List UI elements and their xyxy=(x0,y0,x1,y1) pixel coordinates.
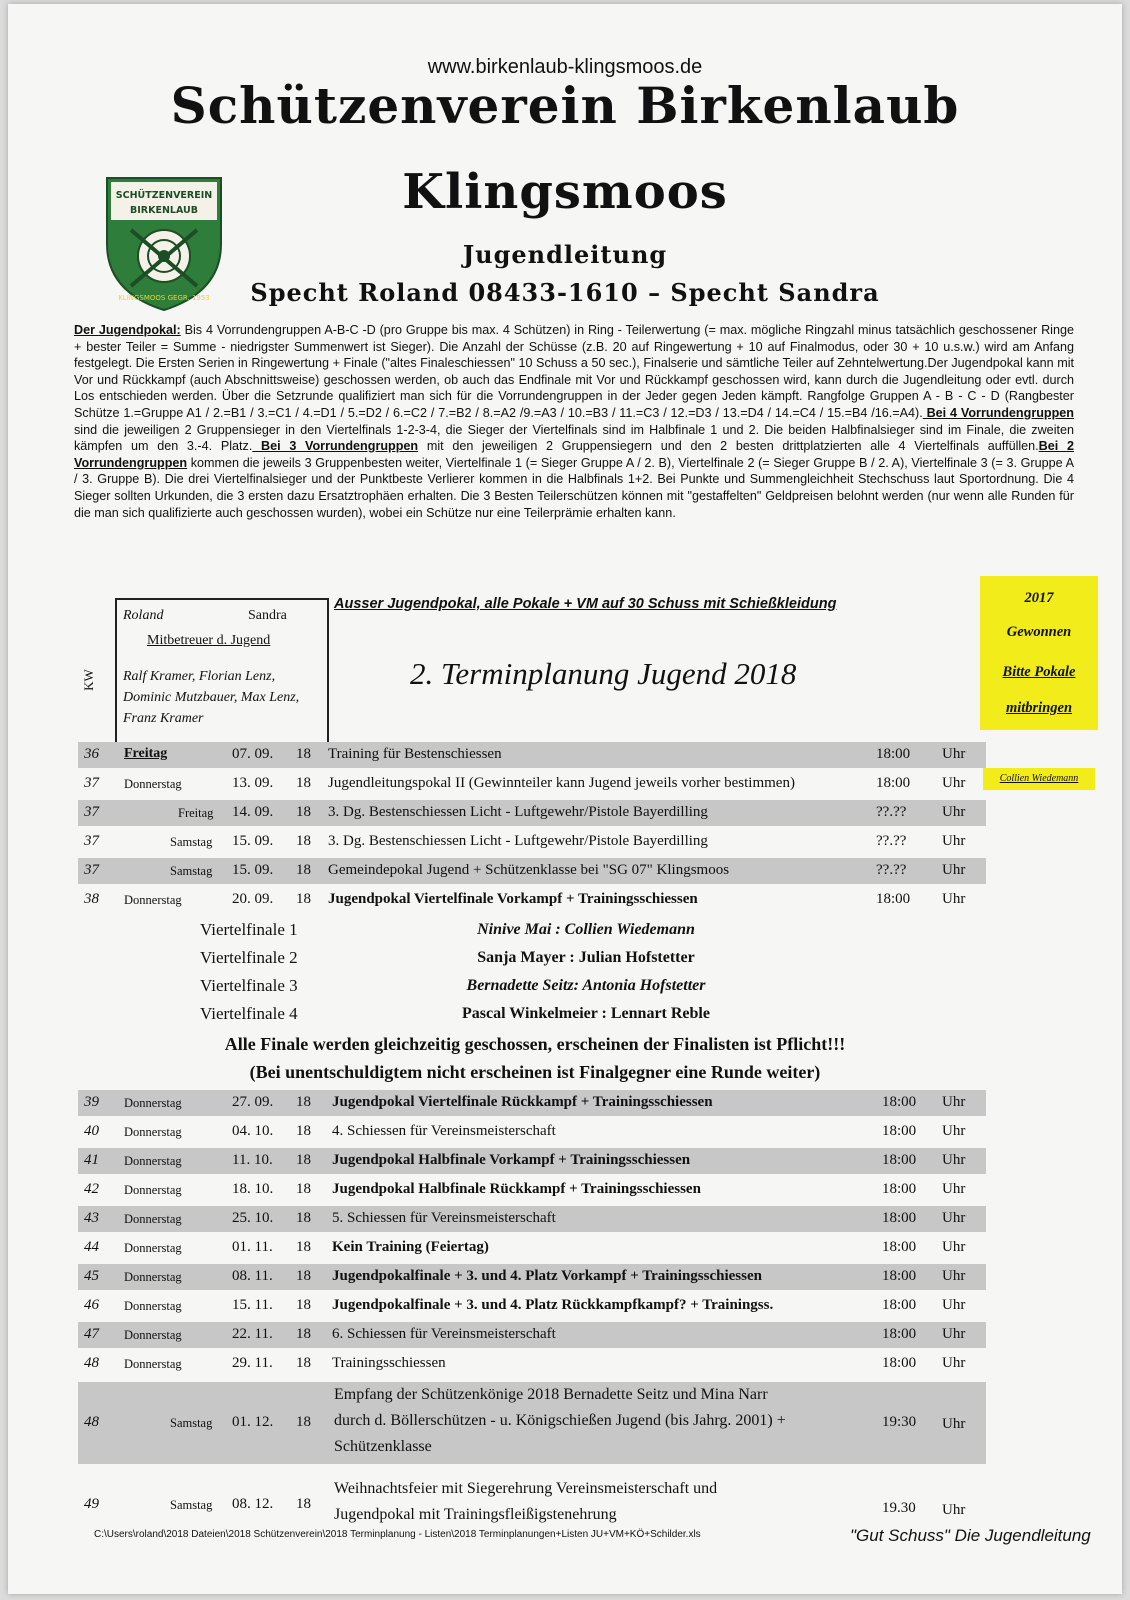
row-time: 18:00 xyxy=(882,1239,917,1255)
table-row xyxy=(78,1264,986,1290)
row-time: 19.30 xyxy=(882,1500,916,1516)
website-url: www.birkenlaub-klingsmoos.de xyxy=(427,56,703,78)
row-time: ??.?? xyxy=(876,862,907,878)
row-uhr: Uhr xyxy=(942,1094,966,1110)
trophy-mitbringen: mitbringen xyxy=(1005,700,1073,716)
intro-u2: Bei 3 Vorrundengruppen xyxy=(252,439,419,454)
row-day: Donnerstag xyxy=(124,1241,182,1255)
row-time: 18:00 xyxy=(882,1355,917,1371)
logo-text-2: BIRKENLAUB xyxy=(130,205,198,216)
row-time: 18:00 xyxy=(876,891,911,907)
row-kw: 40 xyxy=(84,1123,99,1139)
row-year: 18 xyxy=(296,1414,311,1430)
table-row xyxy=(78,742,986,768)
row-event: 5. Schiessen für Vereinsmeisterschaft xyxy=(332,1210,556,1226)
intro-lead: Der Jugendpokal: xyxy=(74,323,181,337)
row-day: Donnerstag xyxy=(124,777,182,791)
row-event: Gemeindepokal Jugend + Schützenklasse bei "SG 07" Klingsmoos xyxy=(328,862,730,878)
row-event-line2: durch d. Böllerschützen - u. Königschießen Jugend (bis Jahrg. 2001) + xyxy=(334,1412,786,1429)
logo-ring-text: KLINGSMOOS GEGR. 1953 xyxy=(118,294,210,302)
intro-p2: sind die jeweiligen 2 Gruppensieger in den Viertelfinals 1-2-3-4, die Sieger der Viertelfinals sind im Halbfinale 1 und 2. Die beiden Halbfinalsieger sind im Finale, die zweiten kämpfen um den 3.-4. Platz. xyxy=(74,422,1074,454)
row-time: 18:00 xyxy=(882,1210,917,1226)
table-row xyxy=(78,1382,986,1464)
trophy-bitte: Bitte Pokale xyxy=(1002,664,1076,680)
row-event: 6. Schiessen für Vereinsmeisterschaft xyxy=(332,1326,556,1342)
table-row xyxy=(78,1293,986,1319)
intro-p1: Bis 4 Vorrundengruppen A-B-C -D (pro Gruppe bis max. 4 Schützen) in Ring - Teilerwertung (= max. mögliche Ringzahl minus tatsächlich geschossener Ringe + bester Teiler = Summe - niedrigster Summenwert ist Sieger). Die Anzahl der Schüsse (z.B. 20 auf Ringewertung + 10 auf Finalmodus, oder 30 + 10 u.s.w.) wird am Anfang festgelegt. Die Ersten Serien in Ringewertung + Finale ("altes Finaleschiessen" 10 Schuss a 50 sec.), Finalserie und sämtliche Teiler auf Zehntelwertung.Der Jugendpokal kann mit Vor und Rückkampf (auch Abschnittsweise) geschossen werden, ob auch das Endfinale mit Vor und Rückkampf geschossen wird, kann durch die Jugendleitung oder evtl. durch Los entschieden werden. Über die Setzrunde qualifiziert man sich für die Vorrundengruppen in der Jeder gegen Jeden kämpft. Rangfolge Gruppen A - B - C - D (Rangbester Schütze 1.=Gruppe A1 / 2.=B1 / 3.=C1 / 4.=D1 / 5.=D2 / 6.=C2 / 7.=B2 / 8.=A2 /9.=A3 / 10.=B3 / 11.=C3 / 12.=D3 / 13.=D4 / 14.=C4 / 15.=B4 /16.=A4). xyxy=(74,323,1074,420)
row-year: 18 xyxy=(296,1268,311,1284)
row-uhr: Uhr xyxy=(942,891,966,907)
row-uhr: Uhr xyxy=(942,862,966,878)
trophy-winner: Collien Wiedemann xyxy=(983,768,1095,790)
row-date: 01. 11. xyxy=(232,1239,273,1255)
signature: "Gut Schuss" Die Jugendleitung xyxy=(850,1526,1091,1545)
trophy-year: 2017 xyxy=(1024,590,1054,606)
row-event: Jugendpokal Viertelfinale Rückkampf + Trainingsschiessen xyxy=(332,1094,713,1110)
row-kw: 37 xyxy=(84,862,99,878)
table-row xyxy=(78,858,986,884)
row-event: 3. Dg. Bestenschiessen Licht - Luftgewehr/Pistole Bayerdilling xyxy=(328,833,708,849)
file-path: C:\Users\roland\2018 Dateien\2018 Schützenverein\2018 Terminplanung - Listen\2018 Terminplanungen+Listen JU+VM+KÖ+Schilder.xls xyxy=(94,1529,701,1540)
row-uhr: Uhr xyxy=(942,1268,966,1284)
row-event-line1: Empfang der Schützenkönige 2018 Bernadette Seitz und Mina Narr xyxy=(334,1386,768,1403)
leader-sandra: Sandra xyxy=(248,608,287,623)
youth-leaders-box xyxy=(115,598,329,744)
row-day: Donnerstag xyxy=(124,1183,182,1197)
row-day: Samstag xyxy=(170,1416,213,1430)
row-date: 20. 09. xyxy=(232,891,274,907)
row-time: 18:00 xyxy=(882,1094,917,1110)
table-row xyxy=(78,1148,986,1174)
row-day: Donnerstag xyxy=(124,1212,182,1226)
row-uhr: Uhr xyxy=(942,1239,966,1255)
table-row xyxy=(78,1177,986,1203)
intro-p3: mit den jeweiligen 2 Gruppensiegern und den 2 besten drittplatzierten alle 4 Viertelfinals auffüllen. xyxy=(418,439,1039,454)
row-uhr: Uhr xyxy=(942,1123,966,1139)
schedule-headline: 2. Terminplanung Jugend 2018 xyxy=(410,656,797,691)
document-page xyxy=(8,4,1122,1594)
row-year: 18 xyxy=(296,891,311,907)
row-kw: 45 xyxy=(84,1268,99,1284)
table-row xyxy=(78,1322,986,1348)
row-year: 18 xyxy=(296,833,311,849)
qf-match: Ninive Mai : Collien Wiedemann xyxy=(477,921,695,938)
row-event-line3: Schützenklasse xyxy=(334,1438,432,1455)
row-time: 18:00 xyxy=(876,746,911,762)
row-year: 18 xyxy=(296,775,311,791)
leader-roland: Roland xyxy=(123,608,164,623)
row-kw: 38 xyxy=(84,891,99,907)
row-kw: 47 xyxy=(84,1326,99,1342)
row-kw: 42 xyxy=(84,1181,99,1197)
row-date: 27. 09. xyxy=(232,1094,274,1110)
row-uhr: Uhr xyxy=(942,833,966,849)
row-kw: 41 xyxy=(84,1152,99,1168)
club-location: Klingsmoos xyxy=(402,164,728,220)
row-uhr: Uhr xyxy=(942,775,966,791)
row-date: 25. 10. xyxy=(232,1210,274,1226)
table-row xyxy=(78,829,986,855)
attendance-notice: Alle Finale werden gleichzeitig geschossen, erscheinen der Finalisten ist Pflicht!!! xyxy=(224,1034,846,1054)
row-event: Kein Training (Feiertag) xyxy=(332,1239,489,1255)
row-year: 18 xyxy=(296,1152,311,1168)
kw-label: KW xyxy=(80,669,96,691)
row-year: 18 xyxy=(296,1297,311,1313)
row-uhr: Uhr xyxy=(942,1326,966,1342)
row-uhr: Uhr xyxy=(942,1152,966,1168)
row-event: Jugendpokal Viertelfinale Vorkampf + Trainingsschiessen xyxy=(328,891,698,907)
row-day: Donnerstag xyxy=(124,1299,182,1313)
row-date: 11. 10. xyxy=(232,1152,273,1168)
row-date: 08. 11. xyxy=(232,1268,273,1284)
table-row xyxy=(78,771,986,797)
row-date: 15. 09. xyxy=(232,833,274,849)
row-year: 18 xyxy=(296,804,311,820)
rules-note: Ausser Jugendpokal, alle Pokale + VM auf 30 Schuss mit Schießkleidung xyxy=(334,596,837,612)
row-event: 3. Dg. Bestenschiessen Licht - Luftgewehr/Pistole Bayerdilling xyxy=(328,804,708,820)
row-year: 18 xyxy=(296,1123,311,1139)
row-day: Samstag xyxy=(170,1498,213,1512)
row-day: Samstag xyxy=(170,835,213,849)
intro-u1: Bei 4 Vorrundengruppen xyxy=(922,405,1074,420)
row-year: 18 xyxy=(296,746,311,762)
row-uhr: Uhr xyxy=(942,1297,966,1313)
row-event-line1: Weihnachtsfeier mit Siegerehrung Vereinsmeisterschaft und xyxy=(334,1480,718,1497)
qf-label: Viertelfinale 3 xyxy=(200,976,298,995)
row-year: 18 xyxy=(296,1210,311,1226)
row-kw: 39 xyxy=(84,1094,99,1110)
row-kw: 44 xyxy=(84,1239,99,1255)
intro-text xyxy=(74,322,1074,521)
row-time: ??.?? xyxy=(876,804,907,820)
table-row xyxy=(78,1351,986,1377)
row-kw: 37 xyxy=(84,804,99,820)
qf-label: Viertelfinale 1 xyxy=(200,920,298,939)
row-uhr: Uhr xyxy=(942,1416,966,1432)
row-kw: 46 xyxy=(84,1297,99,1313)
club-title: Schützenverein Birkenlaub xyxy=(170,76,960,135)
row-event: 4. Schiessen für Vereinsmeisterschaft xyxy=(332,1123,556,1139)
table-row xyxy=(78,1090,986,1116)
co-leaders-names: Ralf Kramer, Florian Lenz, Dominic Mutzbauer, Max Lenz, Franz Kramer xyxy=(123,669,300,726)
intro-u3: Bei 2 Vorrundengruppen xyxy=(74,439,1074,470)
row-time: ??.?? xyxy=(876,833,907,849)
row-year: 18 xyxy=(296,1496,311,1512)
row-event: Jugendpokal Halbfinale Rückkampf + Trainingsschiessen xyxy=(332,1181,701,1197)
row-day: Donnerstag xyxy=(124,1154,182,1168)
row-date: 08. 12. xyxy=(232,1496,274,1512)
row-date: 15. 11. xyxy=(232,1297,273,1313)
table-row xyxy=(78,800,986,826)
row-uhr: Uhr xyxy=(942,746,966,762)
row-day: Donnerstag xyxy=(124,1328,182,1342)
trophy-notice xyxy=(980,576,1098,730)
row-time: 18:00 xyxy=(882,1152,917,1168)
co-leaders-heading: Mitbetreuer d. Jugend xyxy=(147,633,271,648)
row-day: Donnerstag xyxy=(124,1270,182,1284)
row-day: Donnerstag xyxy=(124,1357,182,1371)
row-kw: 43 xyxy=(84,1210,99,1226)
row-kw: 36 xyxy=(84,746,99,762)
intro-p4: kommen die jeweils 3 Gruppenbesten weiter, Viertelfinale 1 (= Sieger Gruppe A / 2. B), Viertelfinale 2 (= Sieger Gruppe B / 2. A), Viertelfinale 3 (= 3. Gruppe A / 3. Gruppe B). Die drei Viertelfinalsieger und der Punktbeste Verlierer kommen in die Halbfinals 1+2. Bei Punkte und Summengleichheit Stechschuss laut Sportordnung. Die 4 Sieger sollten Urkunden, die 3 ersten dazu Ersatztrophäen erhalten. Die 3 Besten Teilerschützen können mit "gestaffelten" Geldpreisen belohnt werden (nur wenn alle Runden für die man sich qualifizierte auch geschossen wurden), wobei ein Schütze nur eine Teilerprämie erhalten kann. xyxy=(74,455,1074,520)
row-year: 18 xyxy=(296,862,311,878)
qf-label: Viertelfinale 4 xyxy=(200,1004,298,1023)
department-title: Jugendleitung xyxy=(462,240,668,269)
row-uhr: Uhr xyxy=(942,1502,966,1518)
row-date: 13. 09. xyxy=(232,775,274,791)
row-uhr: Uhr xyxy=(942,1355,966,1371)
row-date: 22. 11. xyxy=(232,1326,273,1342)
qf-label: Viertelfinale 2 xyxy=(200,948,298,967)
row-time: 18:00 xyxy=(882,1123,917,1139)
row-date: 15. 09. xyxy=(232,862,274,878)
row-day: Donnerstag xyxy=(124,1096,182,1110)
contact-line: Specht Roland 08433-1610 – Specht Sandra xyxy=(250,278,880,307)
row-day: Donnerstag xyxy=(124,1125,182,1139)
row-date: 04. 10. xyxy=(232,1123,274,1139)
club-logo xyxy=(103,174,225,314)
row-time: 18:00 xyxy=(882,1268,917,1284)
row-time: 18:00 xyxy=(882,1181,917,1197)
qf-match: Bernadette Seitz: Antonia Hofstetter xyxy=(466,977,706,994)
table-row xyxy=(78,1119,986,1145)
row-date: 01. 12. xyxy=(232,1414,274,1430)
row-kw: 48 xyxy=(84,1414,99,1430)
logo-text-1: SCHÜTZENVEREIN xyxy=(115,190,213,201)
row-time: 19:30 xyxy=(882,1414,917,1430)
row-kw: 48 xyxy=(84,1355,99,1371)
row-uhr: Uhr xyxy=(942,1181,966,1197)
row-time: 18:00 xyxy=(882,1297,917,1313)
table-row xyxy=(78,887,986,913)
trophy-won: Gewonnen xyxy=(1006,624,1072,640)
row-kw: 37 xyxy=(84,775,99,791)
row-event: Training für Bestenschiessen xyxy=(328,746,502,762)
row-date: 29. 11. xyxy=(232,1355,273,1371)
row-year: 18 xyxy=(296,1181,311,1197)
qf-match: Sanja Mayer : Julian Hofstetter xyxy=(477,949,695,966)
row-event: Jugendleitungspokal II (Gewinnteiler kann Jugend jeweils vorher bestimmen) xyxy=(328,775,795,791)
row-uhr: Uhr xyxy=(942,804,966,820)
qf-match: Pascal Winkelmeier : Lennart Reble xyxy=(462,1005,710,1022)
row-event: Trainingsschiessen xyxy=(332,1355,446,1371)
row-time: 18:00 xyxy=(882,1326,917,1342)
row-year: 18 xyxy=(296,1326,311,1342)
row-event: Jugendpokalfinale + 3. und 4. Platz Rückkampfkampf? + Trainingss. xyxy=(332,1297,774,1313)
row-day: Freitag xyxy=(178,806,214,820)
row-year: 18 xyxy=(296,1094,311,1110)
row-year: 18 xyxy=(296,1355,311,1371)
row-year: 18 xyxy=(296,1239,311,1255)
row-kw: 37 xyxy=(84,833,99,849)
row-event: Jugendpokal Halbfinale Vorkampf + Trainingsschiessen xyxy=(332,1152,691,1168)
row-event: Jugendpokalfinale + 3. und 4. Platz Vorkampf + Trainingsschiessen xyxy=(332,1268,762,1284)
row-date: 07. 09. xyxy=(232,746,274,762)
row-kw: 49 xyxy=(84,1496,99,1512)
row-day: Samstag xyxy=(170,864,213,878)
row-day: Freitag xyxy=(124,746,168,761)
table-row xyxy=(78,1206,986,1232)
row-day: Donnerstag xyxy=(124,893,182,907)
table-row xyxy=(78,1235,986,1261)
row-event-line2: Jugendpokal mit Trainingsfleißigstenehrung xyxy=(334,1506,617,1523)
row-date: 18. 10. xyxy=(232,1181,274,1197)
row-time: 18:00 xyxy=(876,775,911,791)
row-date: 14. 09. xyxy=(232,804,274,820)
absence-notice: (Bei unentschuldigtem nicht erscheinen ist Finalgegner eine Runde weiter) xyxy=(249,1062,821,1082)
row-uhr: Uhr xyxy=(942,1210,966,1226)
